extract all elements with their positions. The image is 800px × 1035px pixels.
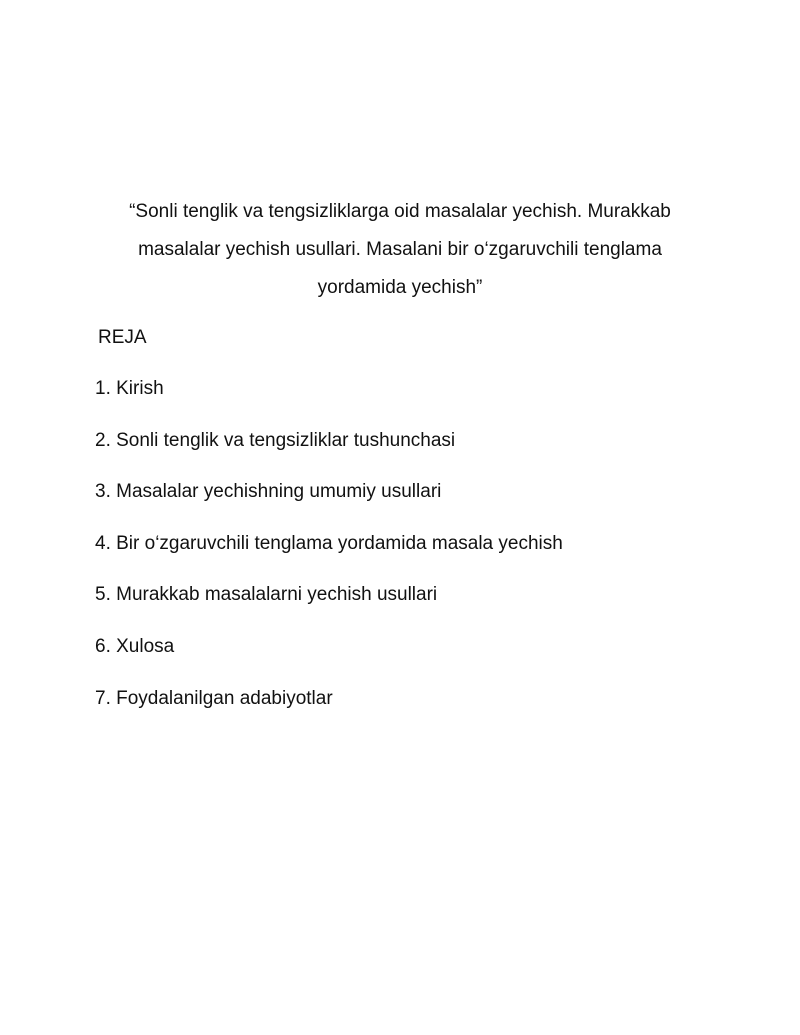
plan-item-1: 1. Kirish <box>95 378 164 399</box>
plan-item-5: 5. Murakkab masalalarni yechish usullari <box>95 584 438 606</box>
plan-item-6: 6. Xulosa <box>95 635 175 657</box>
plan-item-2: 2. Sonli tenglik va tengsizliklar tushunchasi <box>95 429 456 451</box>
plan-item-3: 3. Masalalar yechishning umumiy usullari <box>95 481 442 503</box>
plan-heading: REJA <box>98 327 147 348</box>
document-title: “Sonli tenglik va tengsizliklarga oid masalalar yechish. Murakkab masalalar yechish usullari. Masalani bir o‘zgaruvchili tenglama yordamida yechish” <box>129 201 671 298</box>
plan-list <box>95 376 563 737</box>
plan-item-4: 4. Bir o‘zgaruvchili tenglama yordamida masala yechish <box>95 532 563 554</box>
plan-item-7: 7. Foydalanilgan adabiyotlar <box>95 687 333 709</box>
